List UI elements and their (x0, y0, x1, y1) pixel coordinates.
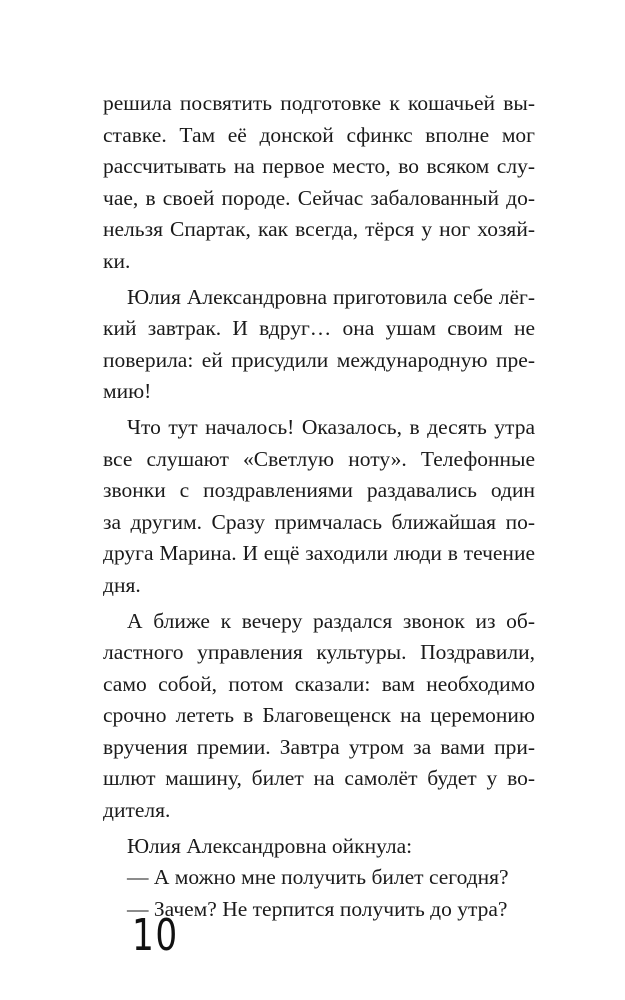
text-line: нельзя Спартак, как всегда, тёрся у ног хозяй- (103, 217, 535, 242)
text-line: рассчитывать на первое место, во всяком слу- (103, 154, 535, 179)
paragraph (103, 412, 535, 602)
page-body (103, 88, 535, 925)
page-number: 10 (132, 910, 179, 961)
text-line: ставке. Там её донской сфинкс вполне мог (103, 122, 535, 147)
text-line: вручения премии. Завтра утром за вами при- (103, 734, 535, 759)
paragraph (103, 282, 535, 408)
text-line: само собой, потом сказали: вам необходимо (103, 671, 535, 696)
text-line: — А можно мне получить билет сегодня? (127, 865, 509, 890)
text-line: Юлия Александровна приготовила себе лёг- (127, 284, 535, 309)
text-line: дителя. (103, 798, 171, 823)
text-line: дня. (103, 572, 141, 597)
dialogue-line (103, 862, 535, 894)
paragraph (103, 606, 535, 827)
text-line: кий завтрак. И вдруг… она ушам своим не (103, 316, 535, 341)
text-line: за другим. Сразу примчалась ближайшая по- (103, 509, 535, 534)
text-line: Юлия Александровна ойкнула: (127, 833, 413, 858)
text-line: шлют машину, билет на самолёт будет у во- (103, 766, 535, 791)
text-line: чае, в своей породе. Сейчас забалованный до- (103, 185, 535, 210)
text-line: А ближе к вечеру раздался звонок из об- (127, 608, 535, 633)
paragraph (103, 831, 535, 863)
text-line: — Зачем? Не терпится получить до утра? (127, 896, 508, 921)
text-line: срочно лететь в Благовещенск на церемонию (103, 703, 535, 728)
text-line: ки. (103, 248, 131, 273)
text-line: поверила: ей присудили международную пре- (103, 347, 535, 372)
text-line: ластного управления культуры. Поздравили, (103, 640, 535, 665)
text-line: Что тут началось! Оказалось, в десять утра (127, 414, 535, 439)
text-line: друга Марина. И ещё заходили люди в течение (103, 541, 535, 566)
text-line: звонки с поздравлениями раздавались один (103, 478, 535, 503)
paragraph (103, 88, 535, 278)
text-line: все слушают «Светлую ноту». Телефонные (103, 446, 535, 471)
text-line: мию! (103, 379, 152, 404)
text-line: решила посвятить подготовке к кошачьей вы- (103, 91, 535, 115)
